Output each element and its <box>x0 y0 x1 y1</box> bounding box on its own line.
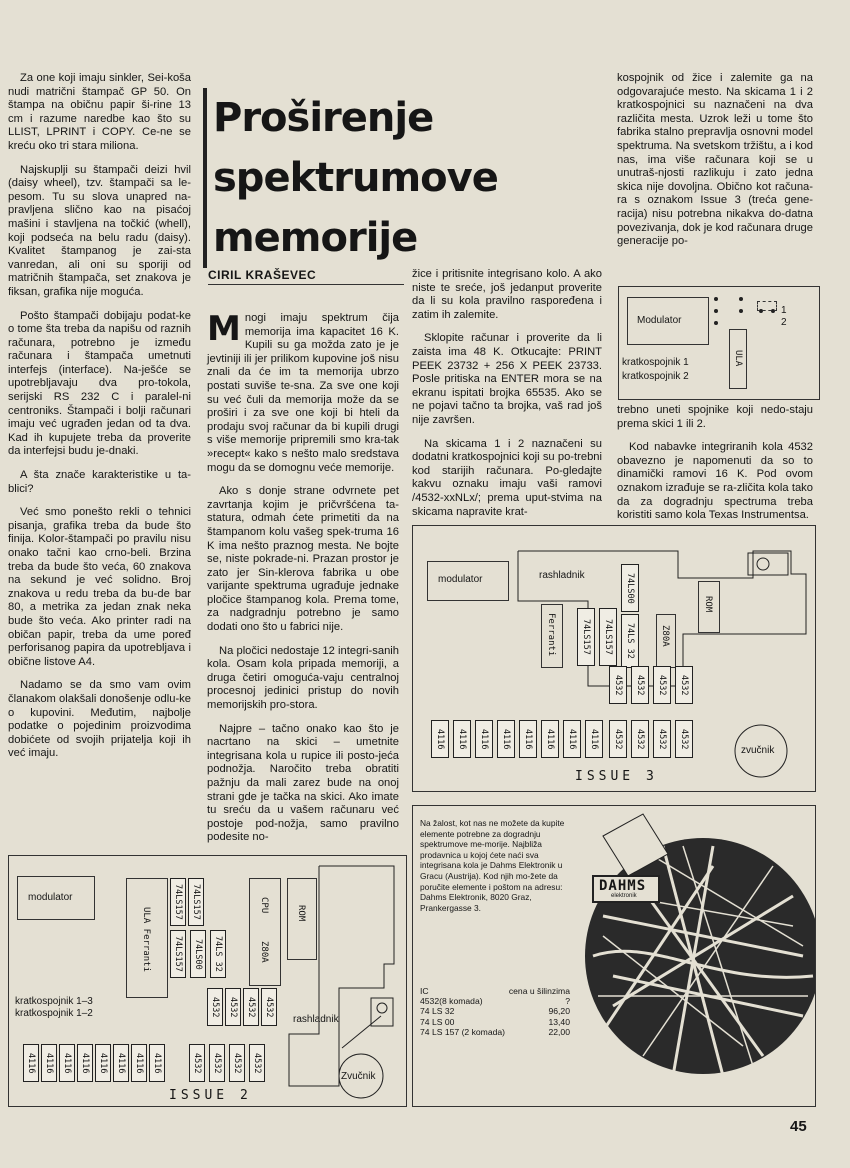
column-4 <box>617 72 813 259</box>
ic-chip: 74LS00 <box>621 564 639 612</box>
ferranti-chip <box>541 604 563 668</box>
price-header-left: IC <box>420 986 429 996</box>
price-row: 4532(8 komada) ? <box>420 996 570 1007</box>
modulator-label: modulator <box>28 892 73 903</box>
ram-chip: 4116 <box>41 1044 57 1082</box>
cpu-chip <box>656 614 676 668</box>
ram-chip: 4116 <box>59 1044 75 1082</box>
ram-chip: 4116 <box>475 720 493 758</box>
ic-chip: 4532 <box>249 1044 265 1082</box>
ic-chip: 74LS 32 <box>210 930 226 978</box>
ic-chip: 4532 <box>631 666 649 704</box>
ferranti-label: Ferranti <box>546 613 556 657</box>
jumper-number: 2 <box>781 317 787 328</box>
rom-label: ROM <box>703 596 713 613</box>
price-row: 74 LS 32 96,20 <box>420 1006 570 1017</box>
ic-chip: 4532 <box>609 666 627 704</box>
price-header <box>420 986 570 996</box>
ram-chip: 4116 <box>95 1044 111 1082</box>
jumper-pad <box>714 309 718 313</box>
modulator-box <box>627 297 709 345</box>
ic-chip: 74LS157 <box>170 878 186 926</box>
issue3-label: ISSUE 3 <box>575 769 658 784</box>
ram-chip: 4116 <box>453 720 471 758</box>
ad-text: Na žalost, kot nas ne možete da kupite elemente potrebne za dogradnju spektrumove me-morije. Najbliža prodavnica u kojoj ćete naći sva integrisana kola je Dahms Elektronik u Gracu (Austrija). Kod njih mo-žete da poručite elemente i poštom na adresu: Dahms Elektronik, 8020 Graz, Prankergasse 3. <box>420 818 565 913</box>
divider <box>208 284 404 285</box>
ic-chip: 4532 <box>675 720 693 758</box>
issue3-diagram <box>412 525 816 792</box>
jumper-number: 1 <box>781 305 787 316</box>
column-4-continued <box>617 404 813 533</box>
dahms-logo-sub: elektronik <box>611 893 637 899</box>
issue2-diagram <box>8 855 407 1107</box>
paragraph: Već smo ponešto rekli o tehnici pisanja, grafika treba da bude što finija. Kolor-štampači po pravilu nisu onako tačni kao crno-beli. Brzina treba da bude što veća, 60 znakova na sekund je već solidno. Broj znakova u redu treba da bu-de bar 80, a metrika za jedan znak neka bude što veća. Ako printer radi na običan papir, treba da ume poređ perforisanog papira da upotrebljava i obične listove A4. <box>8 506 191 668</box>
ic-chip: 4532 <box>653 666 671 704</box>
price-table <box>420 986 570 1037</box>
article-title: Proširenje spektrumove memorije <box>213 95 498 261</box>
dahms-logo: DAHMS <box>599 878 647 894</box>
paragraph: Nadamo se da smo vam ovim članakom olakšali donošenje odlu-ke o kupovini. Međutim, najbolje podatke o pojedinim proizvodima dobićete od svojih prijatelja koji ih već imaju. <box>8 679 191 760</box>
paragraph: Pošto štampači dobijaju podat-ke o tome šta treba da napišu od raznih računara, potrebno je između računara i štampača umetnuti interfejs (interface). Na-ješće se upotrebljavaju dva pro-tokola, serijski RS 232 C i paralel-ni centroniks. Štampači i bolji računari imaju već ugrađen jedan od ta dva. Kad ih kupujete treba da proverite da interfejsi budu je-dnaki. <box>8 309 191 458</box>
ic-chip: 4532 <box>631 720 649 758</box>
paragraph: Kod nabavke integriranih kola 4532 obavezno je napomenuti da so to dinamički ramovi 16 K. Pod ovom oznakom izrađuje se ra-zličita kola tako da za dogradnju spectruma treba koristiti samo kola Texas Instrumentsa. <box>617 441 813 522</box>
rom-label: ROM <box>296 905 306 922</box>
rom-chip <box>698 581 720 633</box>
ic-chip: 4532 <box>261 988 277 1026</box>
ram-chip: 4116 <box>585 720 603 758</box>
paragraph: Za one koji imaju sinkler, Sei-koša nudi matrični štampač GP 50. On štampa na običnu papir ši-rine 13 cm i razume naredbe kao što su LLIST, LPRINT i COPY. Ce-ne se kreću oko tri stara miliona. <box>8 72 191 152</box>
paragraph: Sklopite računar i proverite da li zaista ima 48 K. Otkucajte: PRINT PEEK 23732 + 256 X PEEK 23733. Posle pritiska na ENTER mora se na ekranu ispitati brojka 65535. Ako se ne pojavi tačno ta brojka, vaš rad još nije završen. <box>412 332 602 426</box>
ula-label: ULA <box>733 350 743 367</box>
ic-chip: 74LS00 <box>190 930 206 978</box>
jumper-pad <box>739 309 743 313</box>
title-bar <box>203 88 207 268</box>
paragraph: trebno uneti spojnike koji nedo-staju prema skici 1 ili 2. <box>617 404 813 430</box>
ram-chip: 4116 <box>497 720 515 758</box>
ic-chip: 4532 <box>609 720 627 758</box>
ic-chip: 74LS157 <box>188 878 204 926</box>
ram-chip: 4116 <box>563 720 581 758</box>
ic-chip: 4532 <box>207 988 223 1026</box>
paragraph: kospojnik od žice i zalemite ga na odgovarajuće mesto. Na skicama 1 i 2 kratkospojnici su naznačeni na dva različita mesta. Uzrok leži u tome što fabrika stalno prepravlja osnovni model spektruma. Na svetskom tržištu, a i kod nas, ima više računara koji se u unutraš-njosti razlikuju i zato jedna skica nije dovoljna. Obično kot računa-ra s oznakom Issue 3 (treća gene-racija) nisu potrebna nikakva do-datna povezivanja, dok je kod računara druge generacije po- <box>617 72 813 248</box>
modulator-label: Modulator <box>637 315 682 326</box>
paragraph: Na skicama 1 i 2 naznačeni su dodatni kratkospojnici koji su po-trebni kod starijih računara. Po-gledajte kakvu oznaku imaju vaši ramovi /4532-xxNLx/; prema uput-stvima na skicama napravite krat- <box>412 437 602 518</box>
ic-chip: 4532 <box>225 988 241 1026</box>
ram-chip: 4116 <box>77 1044 93 1082</box>
paragraph: Najskuplji su štampači deizi hvil (daisy wheel), tzv. štampači sa le-pesom. Tu su slova unapred na-pravljena slično kao na pisaćoj mašini i stavljena na točkić (whell), koji podseća na belu radu (daisy). Kvalitet štampanog je zai-sta vanredan, ali oni su sporiji od matričnih štampača, set znakova je fiksan, grafika nije moguća. <box>8 163 191 298</box>
jumper1-label: kratkospojnik 1 <box>622 357 689 368</box>
ram-chip: 4116 <box>131 1044 147 1082</box>
ic-chip: 4532 <box>229 1044 245 1082</box>
jumper2-label: kratkospojnik 1–2 <box>15 1008 93 1019</box>
paragraph: Na pločici nedostaje 12 integri-sanih kola. Osam kola pripada memoriji, a druga četiri omogućа-vaju centralnoj procesnoj jedinici pristup do novih memorijskih pro-stora. <box>207 644 399 712</box>
jumper-pad <box>714 297 718 301</box>
price-row: 74 LS 00 13,40 <box>420 1016 570 1027</box>
jumper1-label: kratkospojnik 1–3 <box>15 996 93 1007</box>
ic-chip: 74LS157 <box>170 930 186 978</box>
price-row: 74 LS 157 (2 komada) 22,00 <box>420 1026 570 1037</box>
jumper-link <box>757 301 777 311</box>
ic-chip: 74LS 32 <box>621 614 639 668</box>
ram-chip: 4116 <box>113 1044 129 1082</box>
ic-chip: 4532 <box>675 666 693 704</box>
cpu-model-label: Z80A <box>259 941 269 963</box>
column-2 <box>207 309 399 855</box>
column-1 <box>8 72 191 771</box>
ram-chip: 4116 <box>519 720 537 758</box>
ic-chip: 4532 <box>243 988 259 1026</box>
issue2-label: ISSUE 2 <box>169 1088 252 1103</box>
ic-chip: 4532 <box>653 720 671 758</box>
ula-chip <box>729 329 747 389</box>
cpu-label: CPU <box>259 897 269 914</box>
ic-chip: 74LS157 <box>599 608 617 666</box>
price-header-right: cena u šilinzima <box>508 986 570 996</box>
jumper-pad <box>739 297 743 301</box>
author: CIRIL KRAŠEVEC <box>208 268 317 282</box>
paragraph: Najpre – tačno onako kao što je nacrtano na skici – umetnite integrisana kola u rupice ili posto-jeća podnožja. Naročito treba obratiti pažnju da mali zarez bude na onoj strani gde je tačka na skici. Ako imate tu sreću da u vašem računaru već postoje pod-nožja, samo pravilno podesite no- <box>207 722 399 844</box>
ic-chip: 4532 <box>189 1044 205 1082</box>
cpu-label: Z80A <box>660 625 670 647</box>
ram-chip: 4116 <box>149 1044 165 1082</box>
ic-chip: 4532 <box>209 1044 225 1082</box>
ula-label: ULA Ferranti <box>141 907 151 973</box>
ram-chip: 4116 <box>541 720 559 758</box>
paragraph: žice i pritisnite integrisano kolo. A ako niste te sreće, još jedanput proverite da li su kola pravilno raspoređena i zatim ih zalemite. <box>412 268 602 321</box>
modulator-label: modulator <box>438 574 483 585</box>
jumper-figure <box>618 286 820 400</box>
drop-cap: M <box>207 309 241 349</box>
paragraph: A šta znače karakteristike u ta-blici? <box>8 469 191 495</box>
ic-chip: 74LS157 <box>577 608 595 666</box>
ram-chip: 4116 <box>431 720 449 758</box>
jumper-pad <box>714 321 718 325</box>
heatsink-label: rashladnik <box>293 1014 339 1025</box>
page-number: 45 <box>790 1118 807 1135</box>
speaker-label: Zvučnik <box>341 1071 376 1082</box>
paragraph: Mnogi imaju spektrum čija memorija ima kapacitet 16 K. Kupili su ga možda zato je je jevtiniji ili jer prilikom kupovine još nisu znali da će im ta memorija ubrzo postati suviše te-sna. Za sve one koji su već čuli da memorija može da se proširi i za sve one koji bi hteli da prodaju svoj računar da bi kupili drugi s više memorije pripremili smo kra-tak »recept« kako s nešto malo sredstava mogu da se domognu veće memorije. <box>207 309 399 474</box>
heatsink-label: rashladnik <box>539 570 585 581</box>
paragraph: Ako s donje strane odvrnete pet zavrtanja kojim je pričvršćena ta-statura, odmah ćete primetiti da na štampanom kolu vašeg spek-truma 16 K ima nešto praznog mesta. Ne bojte se, niste pokrade-ni. Prazan prostor je zato jer Sin-klerova fabrika u obe varijante spektruma ugrađuje jednake pločice štampanog kola. Prema tome, za nadgradnju potrebno je samo dodati ono što u fabrici nije. <box>207 485 399 634</box>
ram-chip: 4116 <box>23 1044 39 1082</box>
column-3 <box>412 268 602 529</box>
jumper2-label: kratkospojnik 2 <box>622 371 689 382</box>
speaker-label: zvučnik <box>741 745 775 756</box>
